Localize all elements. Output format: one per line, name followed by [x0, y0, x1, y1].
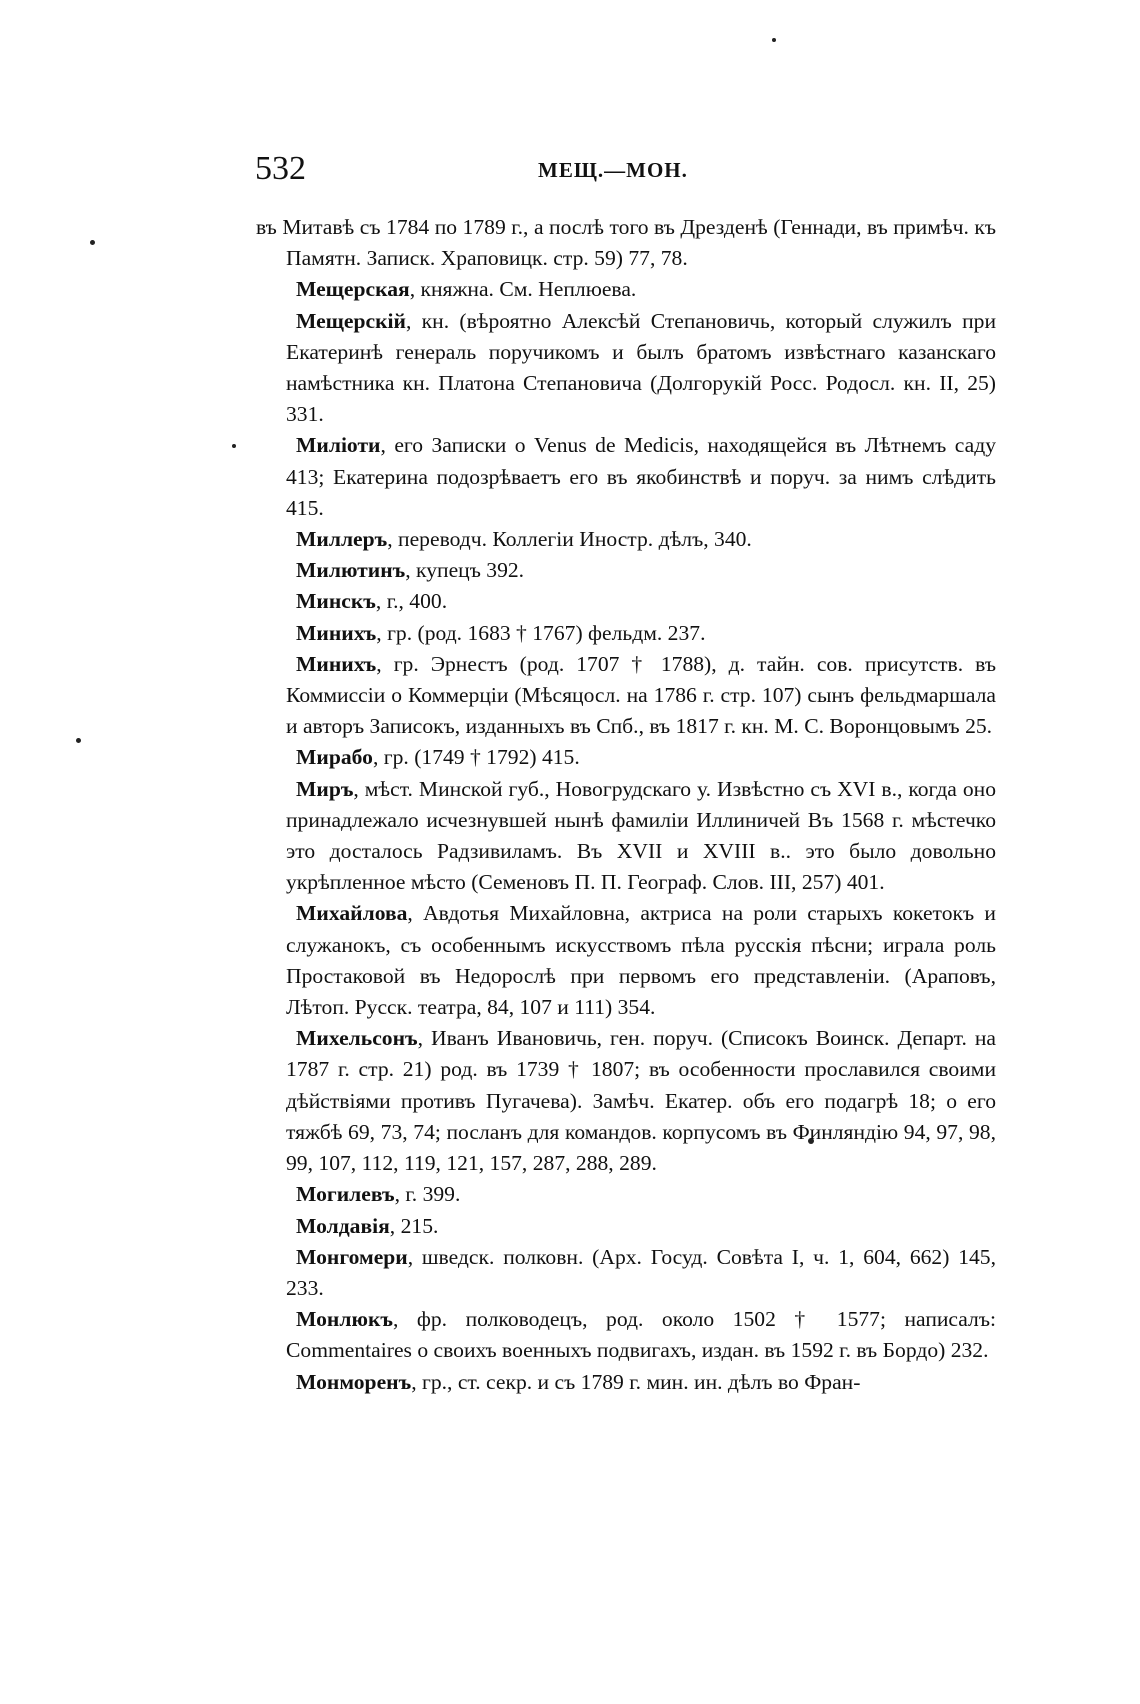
entry-headword: Молдавія	[296, 1213, 390, 1238]
entry-headword: Мещерскій	[296, 308, 406, 333]
index-entry	[286, 555, 996, 586]
entry-headword: Монморенъ	[296, 1369, 412, 1394]
index-entry	[286, 430, 996, 524]
index-entry	[286, 1367, 996, 1398]
entry-text: , 215.	[389, 1213, 439, 1238]
entry-text: въ Митавѣ съ 1784 по 1789 г., а послѣ того въ Дрезденѣ (Геннади, въ примѣч. къ Памятн. Записк. Храповицк. стр. 59) 77, 78.	[256, 215, 996, 271]
entry-text: , мѣст. Минской губ., Новогрудскаго у. Извѣстно съ XVI в., когда оно принадлежало исчезнувшей нынѣ фамиліи Иллиничей Въ 1568 г. мѣстечко это досталось Радзивиламъ. Въ XVII и XVIII в.. это было довольно укрѣпленное мѣсто (Семеновъ П. П. Географ. Слов. III, 257) 401.	[286, 776, 996, 895]
scan-speck	[232, 444, 236, 448]
entry-text: , фр. полководецъ, род. около 1502 † 1577; написалъ: Commentaires о своихъ военныхъ подвигахъ, издан. въ 1592 г. въ Бордо) 232.	[286, 1307, 996, 1363]
entry-text: , переводч. Коллегіи Иностр. дѣлъ, 340.	[387, 527, 752, 552]
entry-text: , княжна. См. Неплюева.	[409, 277, 637, 302]
entry-text: , гр. Эрнестъ (род. 1707 † 1788), д. тайн. сов. присутств. въ Коммиссіи о Коммерціи (Мѣсяцосл. на 1786 г. стр. 107) сынъ фельдмаршала и авторъ Записокъ, изданныхъ въ Спб., въ 1817 г. кн. М. С. Воронцовымъ 25.	[286, 651, 996, 739]
entry-text: , купецъ 392.	[405, 558, 525, 583]
entry-text: , г., 400.	[375, 589, 448, 614]
entry-headword: Мирабо	[296, 745, 373, 770]
index-entry	[286, 306, 996, 431]
index-entry	[286, 274, 996, 305]
entry-headword: Минихъ	[296, 620, 377, 645]
index-entry	[286, 1304, 996, 1366]
entry-headword: Михельсонъ	[296, 1026, 418, 1051]
scan-speck	[772, 38, 776, 42]
entry-text: , его Записки о Venus de Medicis, находящейся въ Лѣтнемъ саду 413; Екатерина подозрѣваетъ его въ якобинствѣ и поруч. за нимъ слѣдить 415.	[286, 433, 996, 520]
entry-headword: Миллеръ	[296, 527, 388, 552]
entry-text: , гр. (1749 † 1792) 415.	[372, 745, 580, 770]
entry-text: , Авдотья Михайловна, актриса на роли старыхъ кокетокъ и служанокъ, съ особеннымъ искусствомъ пѣла русскія пѣсни; играла роль Простаковой въ Недорослѣ при первомъ его представленіи. (Араповъ, Лѣтоп. Русск. театра, 84, 107 и 111) 354.	[286, 901, 996, 1020]
scan-speck	[76, 738, 81, 743]
entry-headword: Минихъ	[296, 651, 377, 676]
entry-text: , гр. (род. 1683 † 1767) фельдм. 237.	[376, 620, 706, 645]
index-entry	[286, 1211, 996, 1242]
entry-text: , г. 399.	[394, 1182, 461, 1207]
entry-text: , Иванъ Ивановичь, ген. поруч. (Списокъ Воинск. Департ. на 1787 г. стр. 21) род. въ 1739 † 1807; въ особенности прославился своими дѣйствіями противъ Пугачева). Замѣч. Екатер. объ его подагрѣ 18; о его тяжбѣ 69, 73, 74; посланъ для командов. корпусомъ въ Финляндію 94, 97, 98, 99, 107, 112, 119, 121, 157, 287, 288, 289.	[286, 1026, 996, 1176]
entry-headword: Миліоти	[296, 433, 381, 458]
entry-headword: Мещерская	[296, 277, 410, 302]
entry-text: , гр., ст. секр. и съ 1789 г. мин. ин. дѣлъ во Фран-	[411, 1369, 861, 1394]
index-entry	[286, 1242, 996, 1304]
running-head: МЕЩ.—МОН.	[538, 158, 688, 182]
entry-headword: Милютинъ	[296, 558, 406, 583]
index-entry	[286, 649, 996, 743]
index-entry	[256, 212, 996, 274]
entry-headword: Могилевъ	[296, 1182, 395, 1207]
index-entry	[286, 586, 996, 617]
scan-speck	[90, 240, 95, 245]
entry-headword: Михайлова	[296, 901, 408, 926]
page-number: 532	[255, 150, 306, 187]
entry-headword: Миръ	[296, 776, 354, 801]
entry-headword: Минскъ	[296, 589, 376, 614]
index-entry	[286, 774, 996, 899]
index-entry	[286, 898, 996, 1023]
entry-text: , кн. (вѣроятно Алексѣй Степановичь, который служилъ при Екатеринѣ генераль поручикомъ и былъ братомъ извѣстнаго казанскаго намѣстника кн. Платона Степановича (Долгорукій Росс. Родосл. кн. II, 25) 331.	[286, 308, 996, 427]
index-entry	[286, 1023, 996, 1179]
index-entry	[286, 618, 996, 649]
entry-headword: Монлюкъ	[296, 1307, 393, 1332]
index-entry	[286, 742, 996, 773]
entry-headword: Монгомери	[296, 1244, 408, 1269]
index-entries	[256, 212, 996, 1398]
index-entry	[286, 524, 996, 555]
entry-text: , шведск. полковн. (Арх. Госуд. Совѣта I, ч. 1, 604, 662) 145, 233.	[286, 1244, 996, 1300]
index-entry	[286, 1179, 996, 1210]
